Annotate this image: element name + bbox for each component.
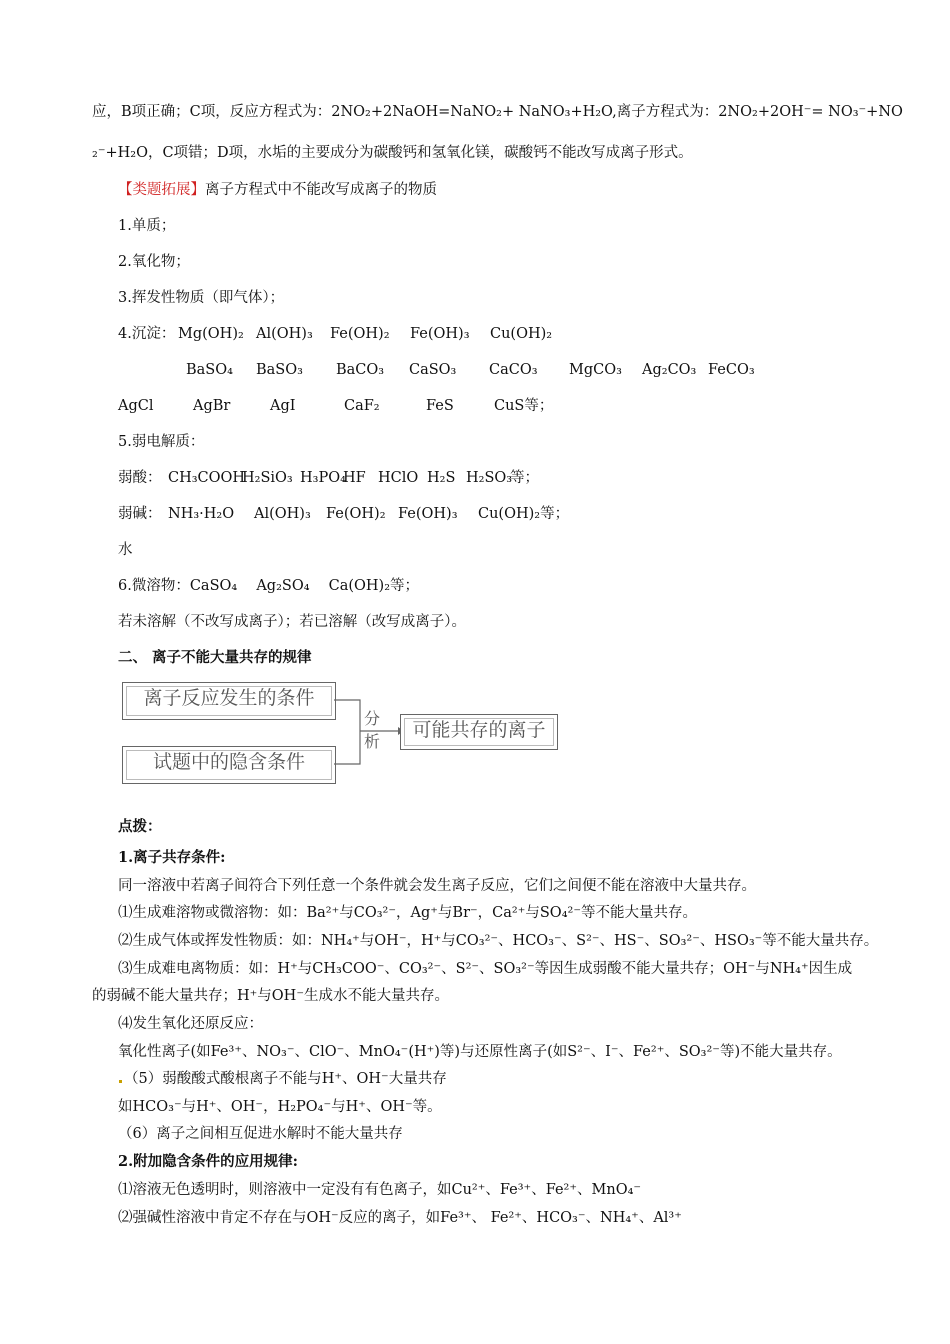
condition-4: ⑷发生氧化还原反应：	[118, 1016, 263, 1032]
condition-3-line-2: 的弱碱不能大量共存；H⁺与OH⁻生成水不能大量共存。	[92, 988, 449, 1004]
item-4-row-3	[0, 396, 950, 416]
weak-acid: H₂SiO₃	[242, 470, 293, 486]
weak-base: Cu(OH)₂等；	[478, 506, 570, 522]
answer-line-2: ₂⁻+H₂O，C项错；D项，水垢的主要成分为碳酸钙和氢氧化镁，碳酸钙不能改写成离子形式。	[92, 145, 693, 161]
weak-base: Fe(OH)₂	[326, 506, 386, 522]
item-4-row-1	[0, 324, 950, 344]
weak-base: Al(OH)₃	[254, 506, 311, 522]
item-5: 5.弱电解质：	[118, 434, 205, 450]
weak-base: Fe(OH)₃	[398, 506, 458, 522]
precipitate: CaSO₃	[409, 362, 457, 378]
condition-2: ⑵生成气体或挥发性物质：如：NH₄⁺与OH⁻，H⁺与CO₃²⁻、HCO₃⁻、S²⁻、HS⁻、SO₃²⁻、HSO₃⁻等不能大量共存。	[118, 933, 879, 949]
extension-tag: 【类题拓展】	[118, 182, 205, 198]
precipitate: BaCO₃	[336, 362, 385, 378]
weak-acid-suffix: 等；	[510, 470, 539, 486]
precipitate: AgI	[270, 398, 296, 414]
precipitate: CuS等；	[494, 398, 554, 414]
hidden-condition-1: ⑴溶液无色透明时，则溶液中一定没有有色离子，如Cu²⁺、Fe³⁺、Fe²⁺、MnO₄⁻	[118, 1182, 642, 1198]
precipitate: Cu(OH)₂	[490, 326, 553, 342]
precipitate: AgBr	[193, 398, 231, 414]
extension-title: 离子方程式中不能改写成离子的物质	[205, 182, 437, 198]
item-3: 3.挥发性物质（即气体）；	[118, 290, 285, 306]
item-4-row-2	[0, 360, 950, 380]
diagram-box-conditions: 离子反应发生的条件	[122, 682, 336, 720]
coexist-intro: 同一溶液中若离子间符合下列任意一个条件就会发生离子反应，它们之间便不能在溶液中大量共存。	[118, 878, 756, 894]
weak-acid: H₃PO₄	[300, 470, 346, 486]
water-item: 水	[118, 542, 133, 558]
weak-bases-row	[0, 504, 950, 524]
answer-line-1: 应，B项正确；C项，反应方程式为：2NO₂+2NaOH=NaNO₂+ NaNO₃+H₂O,离子方程式为：2NO₂+2OH⁻= NO₃⁻+NO	[92, 104, 903, 120]
condition-5-detail: 如HCO₃⁻与H⁺、OH⁻，H₂PO₄⁻与H⁺、OH⁻等。	[118, 1099, 442, 1115]
diagram-box-hidden-conditions: 试题中的隐含条件	[122, 746, 336, 784]
condition-3-line-1: ⑶生成难电离物质：如：H⁺与CH₃COO⁻、CO₃²⁻、S²⁻、SO₃²⁻等因生成弱酸不能大量共存；OH⁻与NH₄⁺因生成	[118, 961, 853, 977]
precipitate: AgCl	[118, 398, 154, 414]
diagram-box-coexist: 可能共存的离子	[400, 714, 558, 750]
weak-base: NH₃·H₂O	[168, 506, 235, 522]
tip-label: 点拨：	[118, 818, 162, 835]
item-6-note: 若未溶解（不改写成离子）；若已溶解（改写成离子）。	[118, 614, 466, 630]
hidden-condition-heading: 2.附加隐含条件的应用规律:	[118, 1153, 298, 1170]
weak-acid: CH₃COOH	[168, 470, 246, 486]
condition-6: （6）离子之间相互促进水解时不能大量共存	[118, 1126, 403, 1142]
hidden-condition-2: ⑵强碱性溶液中肯定不存在与OH⁻反应的离子，如Fe³⁺、 Fe²⁺、HCO₃⁻、NH₄⁺、Al³⁺	[118, 1210, 682, 1226]
weak-acid: HF	[343, 470, 366, 486]
precipitate: BaSO₃	[256, 362, 303, 378]
item-1: 1.单质；	[118, 218, 176, 234]
precipitate: FeS	[426, 398, 454, 414]
condition-1: ⑴生成难溶物或微溶物：如：Ba²⁺与CO₃²⁻，Ag⁺与Br⁻，Ca²⁺与SO₄²⁻等不能大量共存。	[118, 905, 697, 921]
precipitate: Mg(OH)₂	[178, 326, 244, 342]
section-2-heading: 二、 离子不能大量共存的规律	[118, 649, 312, 666]
condition-5: （5）弱酸酸式酸根离子不能与H⁺、OH⁻大量共存	[124, 1071, 447, 1087]
precipitate: Ag₂CO₃	[642, 362, 697, 378]
weak-acids-row	[0, 468, 950, 488]
precipitate: MgCO₃	[569, 362, 622, 378]
precipitate: Fe(OH)₃	[410, 326, 470, 342]
extension-heading	[118, 180, 437, 200]
precipitate: CaF₂	[344, 398, 380, 414]
weak-acid: H₂S	[427, 470, 456, 486]
coexist-heading: 1.离子共存条件:	[118, 849, 226, 866]
weak-acid-label: 弱酸：	[118, 470, 162, 486]
precipitate: BaSO₄	[186, 362, 233, 378]
item-4-label: 4.沉淀：	[118, 326, 176, 342]
item-6: 6.微溶物：CaSO₄ Ag₂SO₄ Ca(OH)₂等；	[118, 578, 420, 594]
weak-base-label: 弱碱：	[118, 506, 162, 522]
precipitate: CaCO₃	[489, 362, 538, 378]
condition-4-detail: 氧化性离子(如Fe³⁺、NO₃⁻、ClO⁻、MnO₄⁻(H⁺)等)与还原性离子(如S²⁻、I⁻、Fe²⁺、SO₃²⁻等)不能大量共存。	[118, 1044, 842, 1060]
precipitate: FeCO₃	[708, 362, 755, 378]
precipitate: Fe(OH)₂	[330, 326, 390, 342]
precipitate: Al(OH)₃	[256, 326, 313, 342]
diagram-arrow-label: 分析	[364, 709, 381, 751]
weak-acid: H₂SO₃	[466, 470, 513, 486]
stray-mark	[119, 1080, 122, 1083]
item-2: 2.氧化物；	[118, 254, 190, 270]
weak-acid: HClO	[378, 470, 419, 486]
